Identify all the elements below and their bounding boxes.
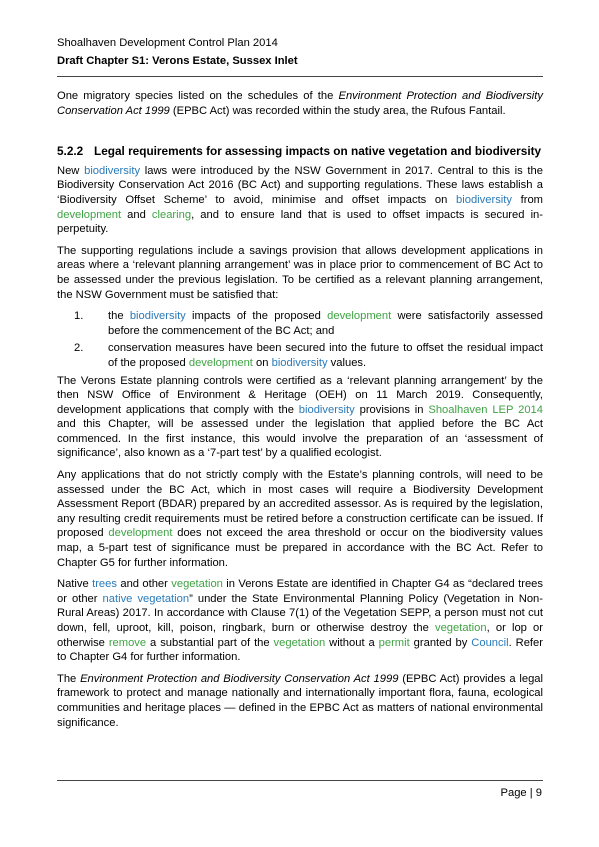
text-run: and this Chapter, will be assessed under the legislation that applied before the BC Act commenced. In the first instance, this would involve the preparation of an ‘assessment of significance’, also known as a ‘7-part test’ by a qualified ecologist. xyxy=(57,418,543,460)
text-run: in Verons Estate are identified in Chapter G4 as “declared trees or other xyxy=(57,578,543,605)
list-item xyxy=(57,309,543,338)
link-council[interactable]: Council xyxy=(471,636,509,649)
header-divider xyxy=(57,76,543,77)
link-shoalhaven-lep-2014[interactable]: Shoalhaven LEP 2014 xyxy=(428,403,543,416)
text-run: ” under the State Environmental Planning Policy (Vegetation in Non-Rural Areas) 2017. In accordance with Clause 7(1) of the Vegetation SEPP, a person must not cut down, fell, uproot, kill, poison, ringbark, burn or otherwise destroy the xyxy=(57,592,543,634)
page-header xyxy=(57,36,543,68)
text-run: and other xyxy=(116,578,172,591)
link-vegetation[interactable]: vegetation xyxy=(171,578,223,591)
list-item-number: 2. xyxy=(74,342,84,355)
text-run: does not exceed the area threshold or occur on the biodiversity values map, a 5-part test of significance must be prepared in accordance with the BC Act. Refer to Chapter G5 for further information. xyxy=(57,527,543,569)
footer-divider xyxy=(57,780,543,781)
text-run: on xyxy=(252,356,272,369)
text-run: the xyxy=(108,310,130,323)
act-title-italic: Environment Protection and Biodiversity Conservation Act 1999 xyxy=(80,672,399,685)
paragraph-native-trees xyxy=(57,577,543,665)
link-biodiversity[interactable]: biodiversity xyxy=(271,356,328,369)
text-run: conservation measures have been secured into the future to offset the residual impact of the proposed xyxy=(108,342,543,369)
text-run: . Refer to Chapter G4 for further information. xyxy=(57,636,543,664)
text-run: Any applications that do not strictly comply with the Estate’s planning controls, will need to be assessed under the BC Act, which in most cases will require a Biodiversity Development Assessment Report (BDAR) prepared by an accredited assessor. As is required by the legislation, any resulting credit requirements must be retired before a construction certificate can be issued. If proposed xyxy=(57,469,543,540)
text-run: values. xyxy=(327,356,367,369)
paragraph-supporting-regulations: The supporting regulations include a savings provision that allows development applications in areas where a ‘relevant planning arrangement’ was in place prior to commencement of BC Act to be assessed under the previous legislation. To be certified as a relevant planning arrangement, the NSW Government must be satisfied that: xyxy=(57,244,543,301)
link-vegetation[interactable]: vegetation xyxy=(273,636,326,649)
page-number: Page | 9 xyxy=(500,787,542,799)
text-run: Native xyxy=(57,578,93,591)
text-run: a substantial part of the xyxy=(146,636,274,649)
list-item xyxy=(57,341,543,370)
conditions-list xyxy=(57,309,543,370)
text-run: (EPBC Act) was recorded within the study area, the Rufous Fantail. xyxy=(169,104,506,117)
section-heading xyxy=(57,144,543,159)
list-item-number: 1. xyxy=(74,310,84,323)
link-biodiversity[interactable]: biodiversity xyxy=(84,164,141,177)
text-run: , or lop or otherwise xyxy=(57,622,543,649)
link-native-vegetation[interactable]: native vegetation xyxy=(102,592,190,605)
text-run: New xyxy=(57,164,85,177)
paragraph-new-laws xyxy=(57,164,543,237)
link-clearing[interactable]: clearing xyxy=(151,208,192,221)
text-run: were satisfactorily assessed before the commencement of the BC Act; and xyxy=(108,310,543,337)
section-number: 5.2.2 xyxy=(57,144,84,159)
text-run: and xyxy=(121,208,152,221)
text-run: laws were introduced by the NSW Government in 2017. Central to this is the Biodiversity Conservation Act 2016 (BC Act) and supporting regulations. These laws establish a ‘Biodiversity Offset Scheme’ to avoid, minimise and offset impacts on xyxy=(57,164,543,206)
act-title-italic: Environment Protection and Biodiversity Conservation Act 1999 xyxy=(57,90,543,117)
link-biodiversity[interactable]: biodiversity xyxy=(298,403,355,416)
text-run: (EPBC Act) provides a legal framework to protect and manage nationally and internationally important flora, fauna, ecological communities and heritage places — defined in the EPBC Act as matters of national environmental significance. xyxy=(57,672,544,729)
chapter-title: Draft Chapter S1: Verons Estate, Sussex Inlet xyxy=(57,55,298,67)
link-remove[interactable]: remove xyxy=(108,636,147,649)
text-run: The Verons Estate planning controls were certified as a ‘relevant planning arrangement’ by the then NSW Office of Environment & Heritage (OEH) on 11 March 2019. Consequently, development applications that comply with the xyxy=(57,374,543,416)
link-trees[interactable]: trees xyxy=(92,578,117,591)
list-item-text xyxy=(108,341,543,370)
list-item-text xyxy=(108,309,543,338)
link-development[interactable]: development xyxy=(108,527,173,540)
link-permit[interactable]: permit xyxy=(378,636,410,649)
section-title: Legal requirements for assessing impacts on native vegetation and biodiversity xyxy=(94,144,542,159)
document-title: Shoalhaven Development Control Plan 2014 xyxy=(57,37,278,49)
intro-paragraph xyxy=(57,89,543,118)
text-run: without a xyxy=(325,636,379,649)
text-run: The xyxy=(57,672,81,685)
text-run: granted by xyxy=(409,636,472,649)
text-run: One migratory species listed on the schedules of the xyxy=(57,90,339,102)
link-development[interactable]: development xyxy=(57,208,122,221)
link-biodiversity[interactable]: biodiversity xyxy=(456,193,512,206)
link-vegetation[interactable]: vegetation xyxy=(434,622,487,634)
paragraph-verons-certification xyxy=(57,374,543,462)
text-run: impacts of the proposed xyxy=(185,310,328,323)
link-biodiversity[interactable]: biodiversity xyxy=(129,310,186,323)
paragraph-epbc-act xyxy=(57,672,543,730)
page-body xyxy=(57,89,543,737)
link-development[interactable]: development xyxy=(327,310,392,323)
text-run: provisions in xyxy=(354,403,429,416)
text-run: from xyxy=(511,193,544,206)
paragraph-non-compliant-applications xyxy=(57,468,543,570)
text-run: , and to ensure land that is used to offset impacts is secured in-perpetuity. xyxy=(57,208,543,236)
link-development[interactable]: development xyxy=(188,356,253,369)
